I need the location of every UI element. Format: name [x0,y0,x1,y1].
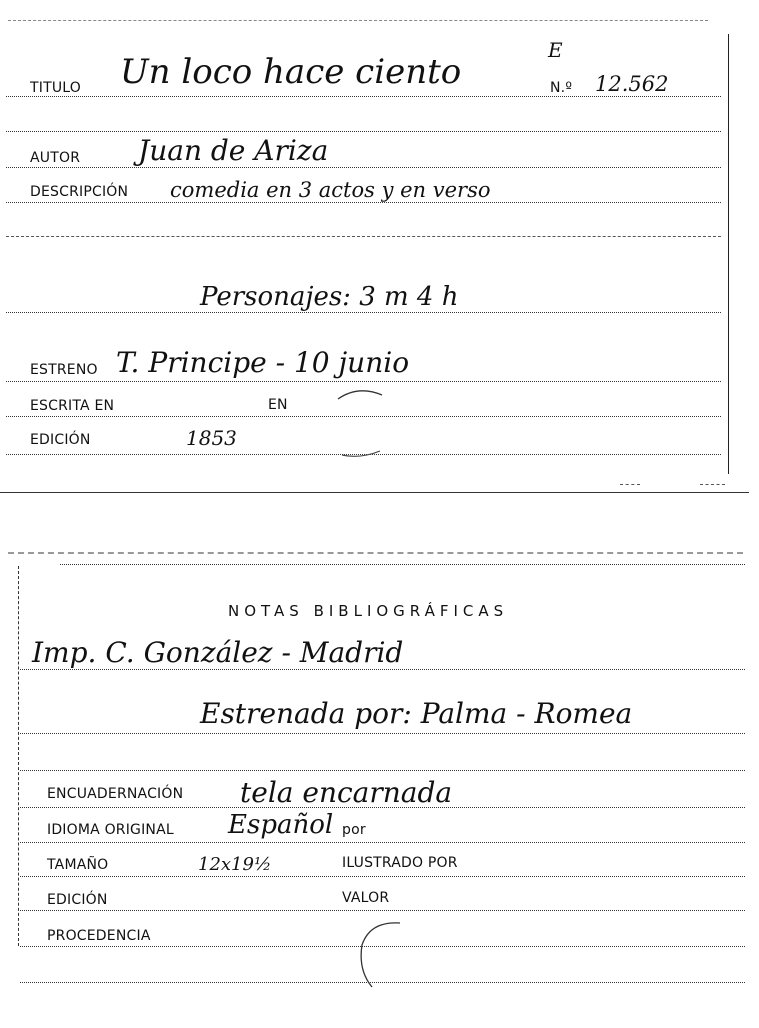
numero-label: N.º [550,80,573,96]
notas-heading: NOTAS BIBLIOGRÁFICAS [228,602,509,620]
titulo-value: Un loco hace ciento [120,52,462,92]
nota-line-2: Estrenada por: Palma - Romea [200,697,633,730]
card-separator [0,492,749,493]
descripcion-label: DESCRIPCIÓN [30,184,129,200]
estreno-value: T. Principe - 10 junio [116,346,410,379]
titulo-label: TITULO [30,80,81,96]
idioma-value: Español [228,810,334,840]
edicion-value: 1853 [186,426,237,450]
autor-value: Juan de Ariza [138,134,329,167]
encuadernacion-label: ENCUADERNACIÓN [47,786,184,802]
por-label: por [342,822,366,838]
edicion2-label: EDICIÓN [47,892,108,908]
card2-left-border [18,566,19,946]
valor-label: VALOR [342,890,390,906]
escrita-en-label: ESCRITA EN [30,398,115,414]
edicion-label: EDICIÓN [30,432,91,448]
procedencia-label: PROCEDENCIA [47,928,151,944]
tamano-value: 12x19½ [198,854,272,875]
descripcion-value: comedia en 3 actos y en verso [170,178,491,202]
stamp-mark-bottom [350,915,420,995]
en-label: EN [268,397,288,413]
ilustrado-label: ILUSTRADO POR [342,855,458,871]
tamano-label: TAMAÑO [47,857,109,873]
autor-label: AUTOR [30,150,81,166]
personajes-value: Personajes: 3 m 4 h [200,282,459,312]
nota-line-1: Imp. C. González - Madrid [32,636,404,669]
idioma-label: IDIOMA ORIGINAL [47,822,174,838]
encuadernacion-value: tela encarnada [240,776,453,809]
numero-mark: E [548,38,563,62]
card-top-edge [8,20,708,21]
card2-top-edge [8,552,743,554]
card-right-border [728,34,729,474]
stamp-mark [330,385,390,460]
estreno-label: ESTRENO [30,362,98,378]
numero-value: 12.562 [595,72,669,96]
